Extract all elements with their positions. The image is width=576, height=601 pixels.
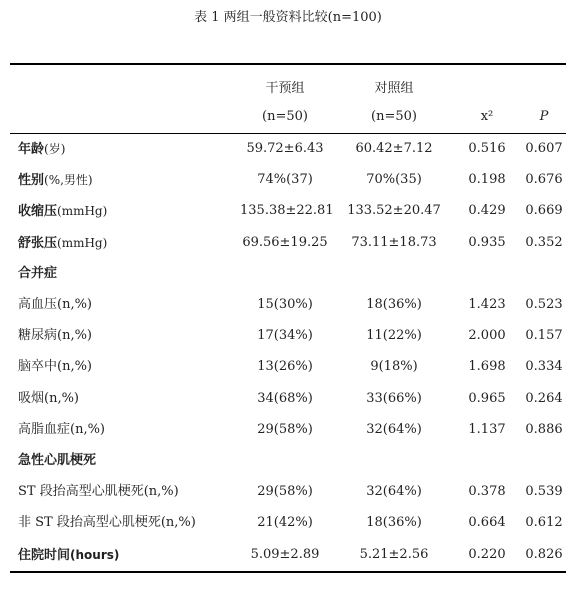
row-label-unit: (hours) bbox=[70, 547, 120, 562]
group2-value: 5.21±2.56 bbox=[359, 546, 429, 562]
row-label: ST 段抬高型心肌梗死(n,%) bbox=[18, 484, 179, 500]
row-label bbox=[18, 545, 119, 566]
group2-value: 70%(35) bbox=[366, 172, 422, 188]
chi-square-value: 0.378 bbox=[468, 484, 506, 500]
group2-value: 9(18%) bbox=[370, 359, 418, 375]
top-rule bbox=[10, 63, 566, 65]
chi-square-value: 1.698 bbox=[468, 359, 506, 375]
table-row bbox=[18, 389, 566, 409]
row-label: 吸烟(n,%) bbox=[18, 390, 80, 406]
bottom-rule bbox=[10, 571, 566, 573]
table-row bbox=[18, 513, 566, 533]
row-label-bold: 年龄 bbox=[18, 142, 45, 157]
p-value: 0.539 bbox=[525, 484, 563, 500]
p-value: 0.676 bbox=[525, 172, 563, 188]
row-label-bold: 收缩压 bbox=[18, 204, 58, 220]
row-label-bold: 住院时间 bbox=[18, 547, 71, 563]
header-group2-n: (n=50) bbox=[371, 109, 417, 124]
p-value: 0.669 bbox=[525, 203, 563, 219]
p-value: 0.607 bbox=[525, 141, 563, 156]
group1-value: 29(58%) bbox=[257, 484, 313, 500]
p-value: 0.352 bbox=[525, 234, 563, 250]
group1-value: 74%(37) bbox=[257, 172, 313, 188]
table-row bbox=[18, 545, 566, 565]
header-group2: 对照组 bbox=[374, 81, 414, 96]
section-heading-row bbox=[18, 264, 566, 284]
chi-square-value: 0.664 bbox=[468, 515, 506, 531]
group1-value: 34(68%) bbox=[257, 390, 313, 406]
row-label: 合并症 bbox=[18, 265, 58, 281]
header-rule bbox=[10, 133, 566, 134]
group2-value: 32(64%) bbox=[366, 421, 422, 437]
chi-square-value: 0.220 bbox=[468, 546, 506, 562]
row-label: 糖尿病(n,%) bbox=[18, 328, 93, 344]
group2-value: 60.42±7.12 bbox=[355, 141, 433, 156]
row-label: 脑卒中(n,%) bbox=[18, 359, 93, 375]
group1-value: 5.09±2.89 bbox=[250, 546, 320, 562]
group2-value: 73.11±18.73 bbox=[351, 234, 437, 250]
row-label: 高血压(n,%) bbox=[18, 297, 93, 312]
row-label bbox=[18, 233, 107, 254]
row-label bbox=[18, 170, 93, 191]
chi-square-value: 0.935 bbox=[468, 234, 506, 250]
header-p-value: P bbox=[539, 109, 549, 124]
header-chi-square: x² bbox=[480, 109, 494, 124]
group1-value: 13(26%) bbox=[257, 359, 313, 375]
row-label-bold: 舒张压 bbox=[18, 235, 58, 251]
group1-value: 17(34%) bbox=[257, 328, 313, 344]
chi-square-value: 0.429 bbox=[468, 203, 506, 219]
table-row bbox=[18, 295, 566, 315]
row-label: 高脂血症(n,%) bbox=[18, 421, 106, 437]
p-value: 0.886 bbox=[525, 421, 563, 437]
p-value: 0.612 bbox=[525, 515, 563, 531]
table-caption: 表 1 两组一般资料比较(n=100) bbox=[194, 10, 382, 25]
group1-value: 69.56±19.25 bbox=[242, 234, 328, 250]
table-row bbox=[18, 170, 566, 190]
table-row bbox=[18, 326, 566, 346]
chi-square-value: 0.965 bbox=[468, 390, 506, 406]
row-label bbox=[18, 201, 107, 222]
row-label-unit: (mmHg) bbox=[57, 235, 108, 250]
p-value: 0.523 bbox=[525, 297, 563, 312]
group2-value: 18(36%) bbox=[366, 297, 422, 312]
table-row bbox=[18, 233, 566, 253]
group1-value: 135.38±22.81 bbox=[240, 203, 334, 219]
table-row bbox=[18, 139, 566, 159]
row-label: 非 ST 段抬高型心肌梗死(n,%) bbox=[18, 515, 196, 531]
p-value: 0.157 bbox=[525, 328, 563, 344]
row-label bbox=[18, 139, 65, 160]
table-row bbox=[18, 420, 566, 440]
group1-value: 15(30%) bbox=[257, 297, 313, 312]
group1-value: 21(42%) bbox=[257, 515, 313, 531]
group2-value: 18(36%) bbox=[366, 515, 422, 531]
row-label-unit: (%,男性) bbox=[44, 173, 93, 188]
group2-value: 11(22%) bbox=[366, 328, 422, 344]
p-value: 0.264 bbox=[525, 390, 563, 406]
chi-square-value: 0.198 bbox=[468, 172, 506, 188]
chi-square-value: 1.137 bbox=[468, 421, 506, 437]
group2-value: 33(66%) bbox=[366, 390, 422, 406]
header-group1-n: (n=50) bbox=[262, 109, 308, 124]
chi-square-value: 1.423 bbox=[468, 297, 506, 312]
table-row bbox=[18, 201, 566, 221]
chi-square-value: 0.516 bbox=[468, 141, 506, 156]
table-row bbox=[18, 482, 566, 502]
row-label-unit: (mmHg) bbox=[57, 204, 108, 219]
group1-value: 59.72±6.43 bbox=[246, 141, 324, 156]
row-label: 急性心肌梗死 bbox=[18, 453, 97, 468]
header-group1: 干预组 bbox=[265, 81, 305, 96]
table-row bbox=[18, 357, 566, 377]
group2-value: 133.52±20.47 bbox=[347, 203, 441, 219]
p-value: 0.826 bbox=[525, 546, 563, 562]
group2-value: 32(64%) bbox=[366, 484, 422, 500]
section-heading-row bbox=[18, 451, 566, 471]
chi-square-value: 2.000 bbox=[468, 328, 506, 344]
row-label-bold: 性别 bbox=[18, 173, 45, 189]
p-value: 0.334 bbox=[525, 359, 563, 375]
group1-value: 29(58%) bbox=[257, 421, 313, 437]
row-label-unit: (岁) bbox=[44, 142, 66, 156]
